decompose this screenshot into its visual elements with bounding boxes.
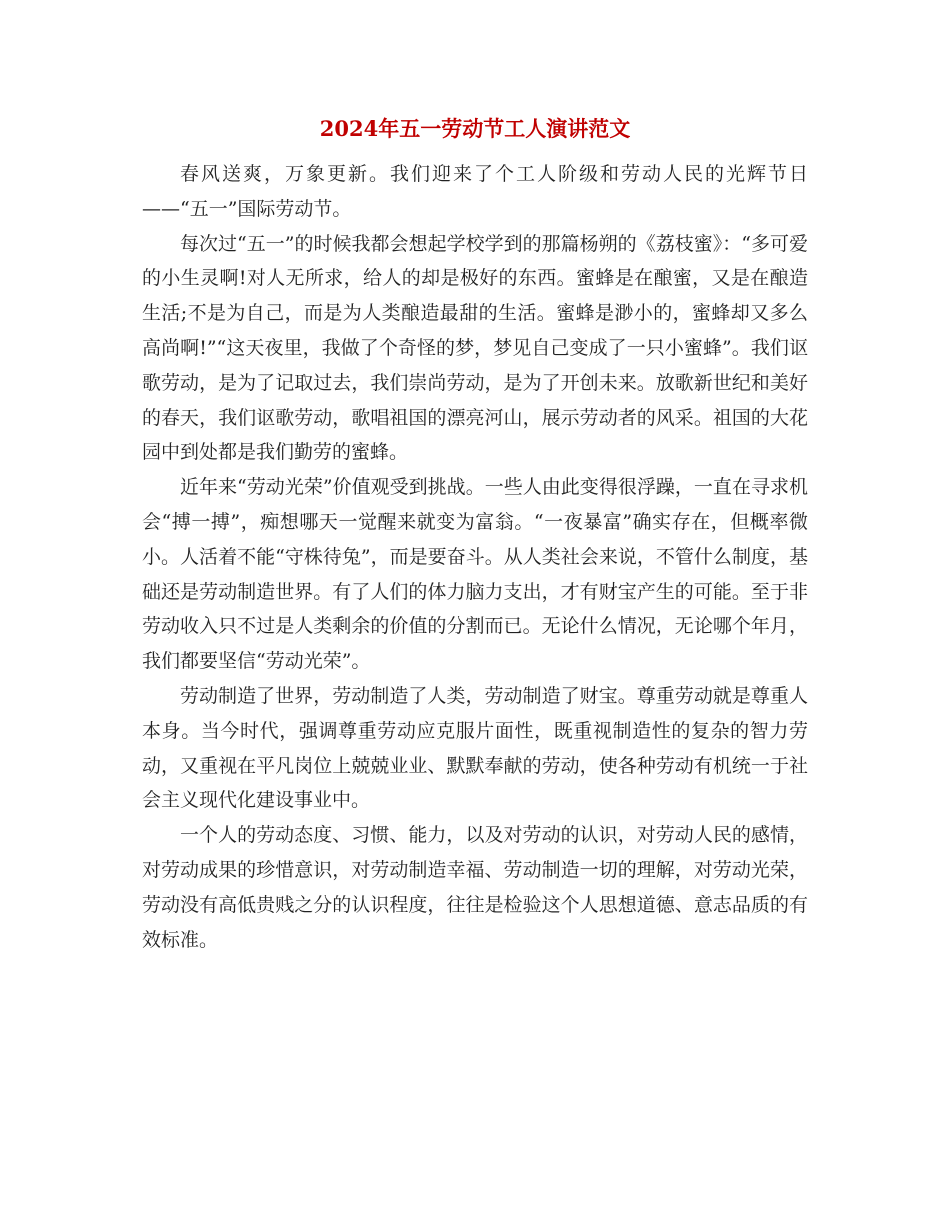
paragraph: 每次过“五一”的时候我都会想起学校学到的那篇杨朔的《荔枝蜜》：“多可爱的小生灵啊!对人无所求，给人的却是极好的东西。蜜蜂是在酿蜜，又是在酿造生活;不是为自己，而是为人类酿造最甜的生活。蜜蜂是渺小的，蜜蜂却又多么高尚啊!”“这天夜里，我做了个奇怪的梦，梦见自己变成了一只小蜜蜂”。我们讴歌劳动，是为了记取过去，我们崇尚劳动，是为了开创未来。放歌新世纪和美好的春天，我们讴歌劳动，歌唱祖国的漂亮河山，展示劳动者的风采。祖国的大花园中到处都是我们勤劳的蜜蜂。 xyxy=(142,232,808,464)
paragraph: 近年来“劳动光荣”价值观受到挑战。一些人由此变得很浮躁，一直在寻求机会“搏一搏”，痴想哪天一觉醒来就变为富翁。“一夜暴富”确实存在，但概率微小。人活着不能“守株待兔”，而是要奋斗。从人类社会来说，不管什么制度，基础还是劳动制造世界。有了人们的体力脑力支出，才有财宝产生的可能。至于非劳动收入只不过是人类剩余的价值的分割而已。无论什么情况，无论哪个年月，我们都要坚信“劳动光荣”。 xyxy=(142,476,808,673)
paragraph: 一个人的劳动态度、习惯、能力，以及对劳动的认识，对劳动人民的感情，对劳动成果的珍惜意识，对劳动制造幸福、劳动制造一切的理解，对劳动光荣，劳动没有高低贵贱之分的认识程度，往往是检验这个人思想道德、意志品质的有效标准。 xyxy=(142,824,808,951)
paragraph: 春风送爽，万象更新。我们迎来了个工人阶级和劳动人民的光辉节日——“五一”国际劳动节。 xyxy=(142,163,808,220)
document-body xyxy=(142,157,808,957)
paragraph: 劳动制造了世界，劳动制造了人类，劳动制造了财宝。尊重劳动就是尊重人本身。当今时代，强调尊重劳动应克服片面性，既重视制造性的复杂的智力劳动，又重视在平凡岗位上兢兢业业、默默奉献的劳动，使各种劳动有机统一于社会主义现代化建设事业中。 xyxy=(142,684,808,812)
document-title: 2024年五一劳动节工人演讲范文 xyxy=(319,116,631,141)
